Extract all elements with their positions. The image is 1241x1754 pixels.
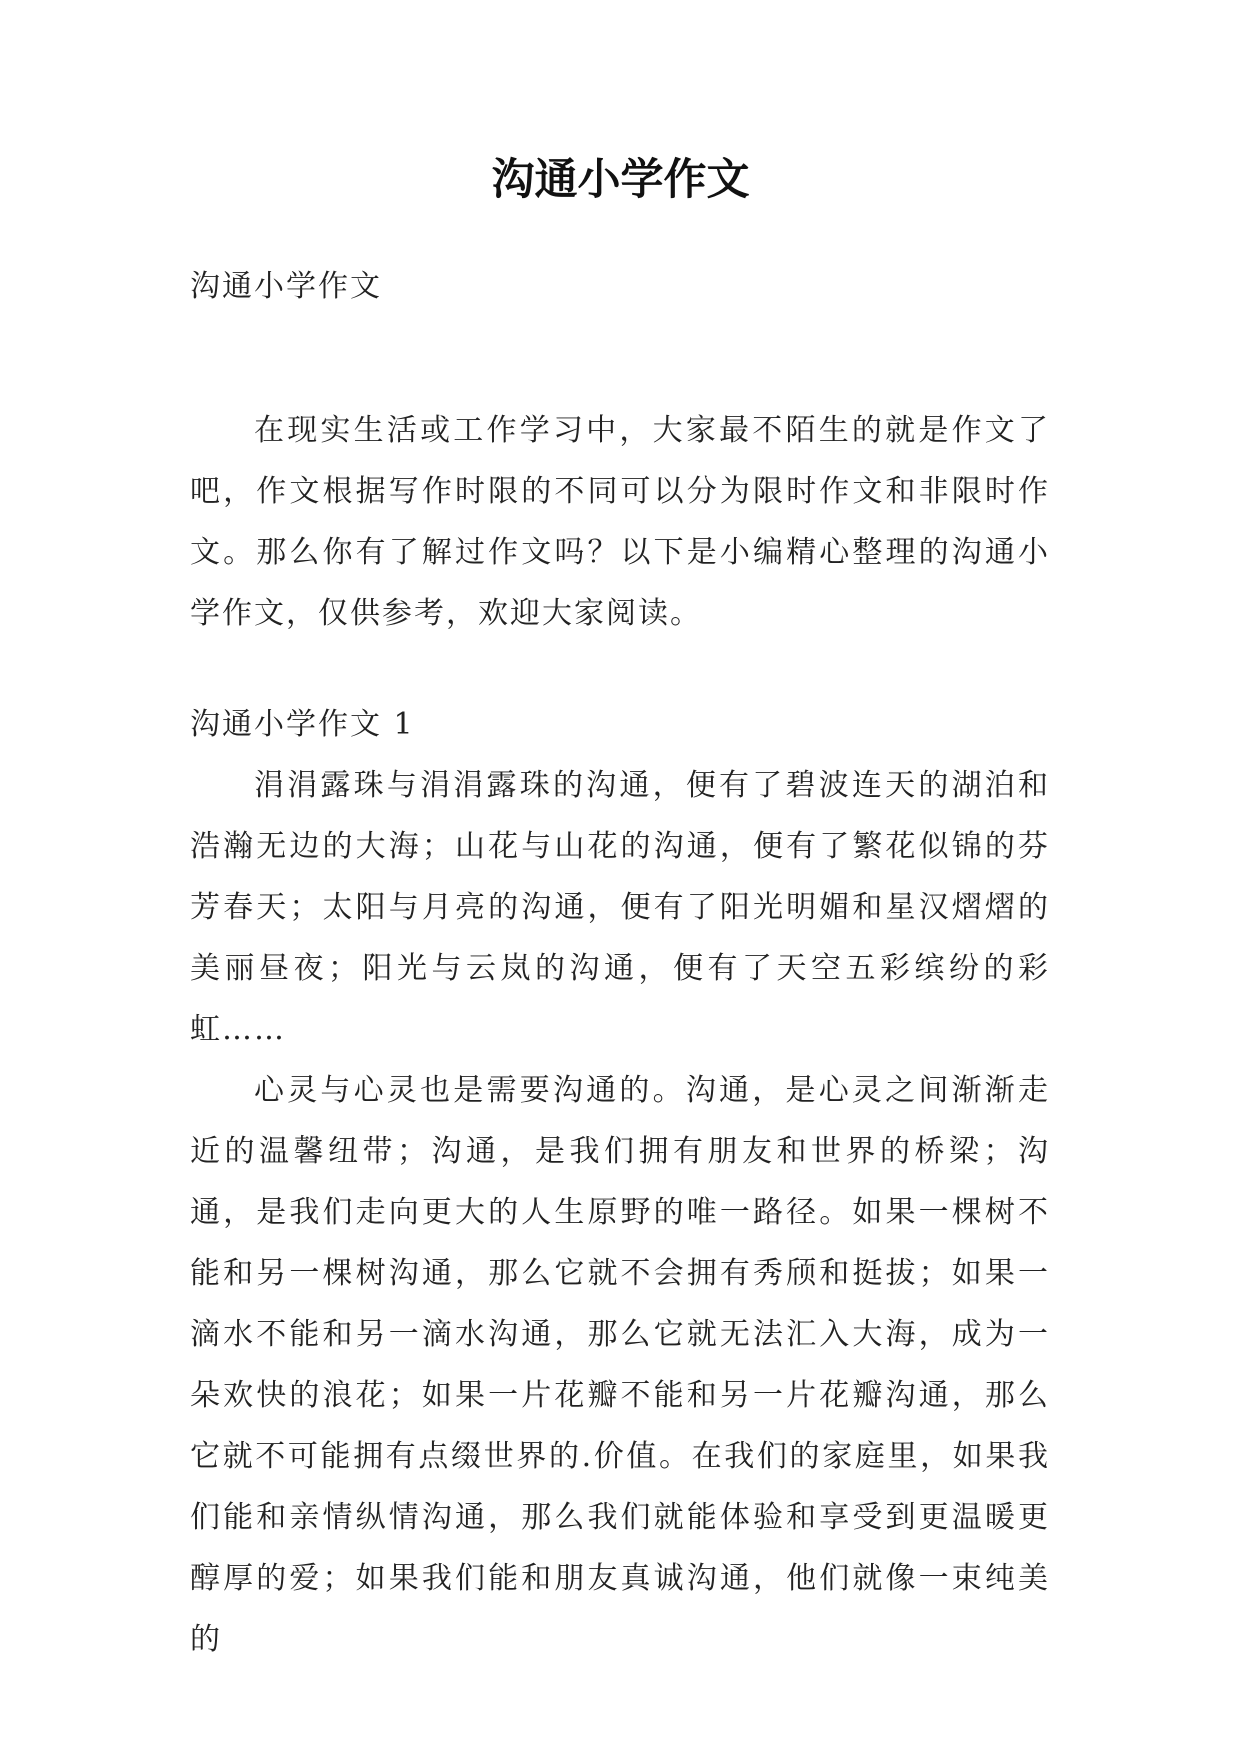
intro-paragraph: 在现实生活或工作学习中，大家最不陌生的就是作文了吧，作文根据写作时限的不同可以分为限时作文和非限时作文。那么你有了解过作文吗？以下是小编精心整理的沟通小学作文，仅供参考，欢迎大家阅读。: [190, 413, 1050, 631]
section-body: [190, 755, 1050, 1670]
paragraph: 心灵与心灵也是需要沟通的。沟通，是心灵之间渐渐走近的温馨纽带；沟通，是我们拥有朋友和世界的桥梁；沟通，是我们走向更大的人生原野的唯一路径。如果一棵树不能和另一棵树沟通，那么它就不会拥有秀颀和挺拔；如果一滴水不能和另一滴水沟通，那么它就无法汇入大海，成为一朵欢快的浪花；如果一片花瓣不能和另一片花瓣沟通，那么它就不可能拥有点缀世界的.价值。在我们的家庭里，如果我们能和亲情纵情沟通，那么我们就能体验和享受到更温暖更醇厚的爱；如果我们能和朋友真诚沟通，他们就像一束纯美的: [190, 1073, 1050, 1657]
document-title: 沟通小学作文: [491, 155, 750, 205]
paragraph: 涓涓露珠与涓涓露珠的沟通，便有了碧波连天的湖泊和浩瀚无边的大海；山花与山花的沟通，便有了繁花似锦的芬芳春天；太阳与月亮的沟通，便有了阳光明媚和星汉熠熠的美丽昼夜；阳光与云岚的沟通，便有了天空五彩缤纷的彩虹……: [190, 768, 1050, 1047]
section-heading: 沟通小学作文 1: [190, 707, 415, 742]
document-subtitle: 沟通小学作文: [190, 269, 382, 304]
